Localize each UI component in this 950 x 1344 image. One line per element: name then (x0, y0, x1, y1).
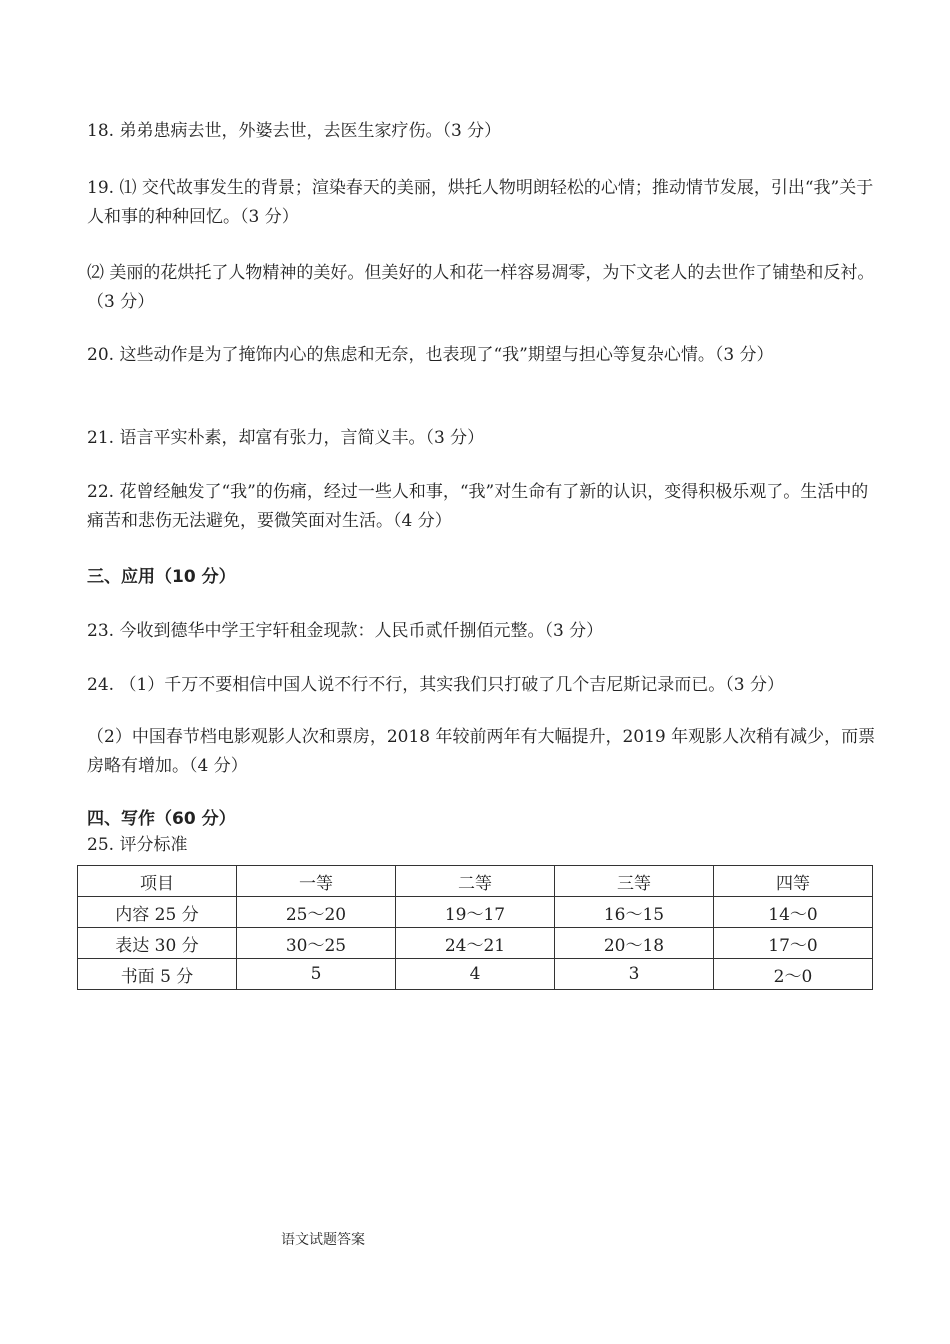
section-heading-application: 三、应用（10 分） (87, 567, 236, 587)
table-row (78, 959, 873, 990)
table-cell: 25～20 (237, 897, 396, 928)
answer-19-2: ⑵ 美丽的花烘托了人物精神的美好。但美好的人和花一样容易凋零，为下文老人的去世作了铺垫和反衬。（3 分） (87, 263, 875, 312)
scoring-standard-label: 25. 评分标准 (87, 835, 188, 855)
table-row (78, 928, 873, 959)
table-cell: 24～21 (396, 928, 555, 959)
answer-20: 20. 这些动作是为了掩饰内心的焦虑和无奈，也表现了“我”期望与担心等复杂心情。（3 分） (87, 345, 774, 365)
table-cell: 14～0 (714, 897, 873, 928)
answer-24-2: （2）中国春节档电影观影人次和票房，2018 年较前两年有大幅提升，2019 年观影人次稍有减少，而票房略有增加。（4 分） (87, 727, 876, 776)
table-cell: 书面 5 分 (78, 959, 237, 990)
table-header-cell: 三等 (555, 866, 714, 897)
answer-22: 22. 花曾经触发了“我”的伤痛，经过一些人和事，“我”对生命有了新的认识，变得积极乐观了。生活中的痛苦和悲伤无法避免，要微笑面对生活。（4 分） (87, 482, 869, 531)
table-header-cell: 项目 (78, 866, 237, 897)
table-cell: 内容 25 分 (78, 897, 237, 928)
answer-18: 18. 弟弟患病去世，外婆去世，去医生家疗伤。（3 分） (87, 121, 502, 141)
table-cell: 17～0 (714, 928, 873, 959)
table-cell: 表达 30 分 (78, 928, 237, 959)
table-cell: 16～15 (555, 897, 714, 928)
table-cell: 5 (237, 959, 396, 990)
table-cell: 4 (396, 959, 555, 990)
table-header-cell: 一等 (237, 866, 396, 897)
table-cell: 19～17 (396, 897, 555, 928)
table-header-cell: 四等 (714, 866, 873, 897)
page-footer: 语文试题答案 (281, 1232, 365, 1248)
answer-23: 23. 今收到德华中学王宇轩租金现款：人民币贰仟捌佰元整。（3 分） (87, 621, 604, 641)
scoring-table (77, 865, 873, 990)
answer-24-1: 24. （1）千万不要相信中国人说不行不行，其实我们只打破了几个吉尼斯记录而已。（3 分） (87, 675, 784, 695)
table-header-cell: 二等 (396, 866, 555, 897)
answer-21: 21. 语言平实朴素，却富有张力，言简义丰。（3 分） (87, 428, 485, 448)
table-cell: 20～18 (555, 928, 714, 959)
section-heading-writing: 四、写作（60 分） (87, 809, 236, 829)
answer-19-1: 19. ⑴ 交代故事发生的背景；渲染春天的美丽，烘托人物明朗轻松的心情；推动情节发展，引出“我”关于人和事的种种回忆。（3 分） (87, 178, 874, 227)
table-cell: 3 (555, 959, 714, 990)
table-cell: 2～0 (714, 959, 873, 990)
table-header-row (78, 866, 873, 897)
table-row (78, 897, 873, 928)
table-cell: 30～25 (237, 928, 396, 959)
